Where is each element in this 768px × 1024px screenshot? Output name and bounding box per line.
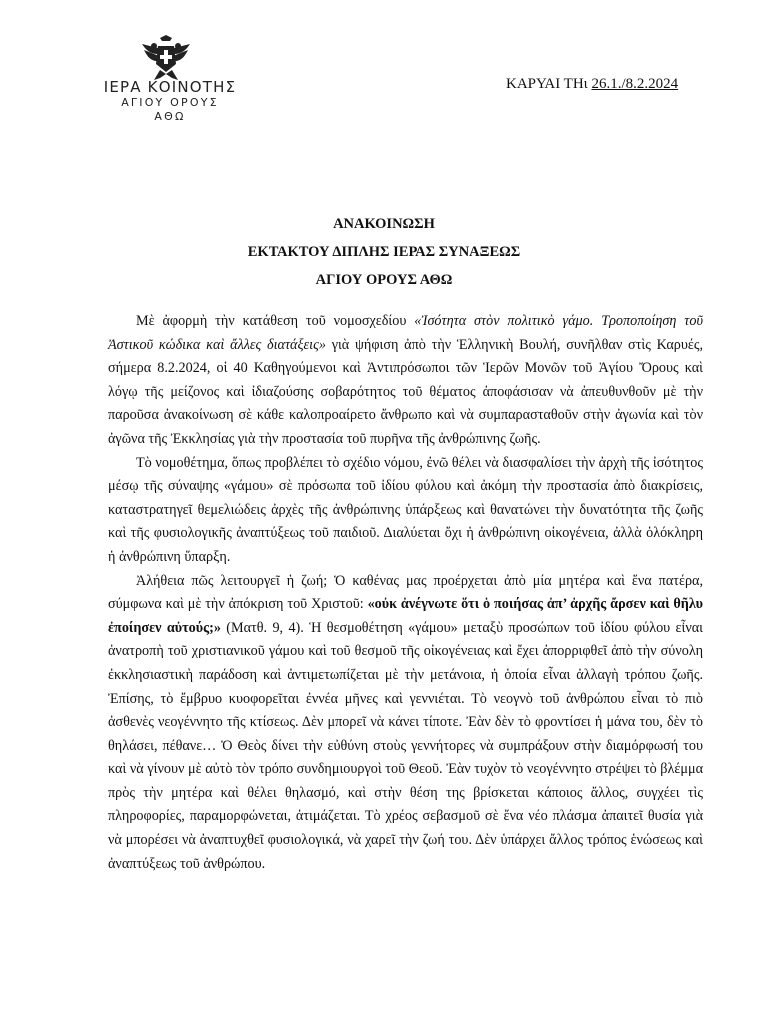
institution-subname: ΑΓΙΟΥ ΟΡΟΥΣ xyxy=(121,96,219,109)
bill-title-quote: «Ἰσότητα στὸν πολιτικὸ γάμο. Τροποποίηση τοῦ Ἀστικοῦ κώδικα καὶ ἄλλες διατάξεις» xyxy=(108,313,703,353)
title-line-2: ΕΚΤΑΚΤΟΥ ΔΙΠΛΗΣ ΙΕΡΑΣ ΣΥΝΑΞΕΩΣ xyxy=(247,244,521,260)
double-headed-eagle-icon xyxy=(140,34,192,82)
title-line-3: ΑΓΙΟΥ ΟΡΟΥΣ ΑΘΩ xyxy=(315,272,453,288)
paragraph-3 xyxy=(108,570,703,877)
document-title xyxy=(0,210,768,294)
paragraph-1 xyxy=(108,310,703,452)
institution-location: ΑΘΩ xyxy=(154,110,186,123)
date-value: 26.1./8.2.2024 xyxy=(591,76,679,92)
institution-name: ΙΕΡΑ ΚΟΙΝΟΤΗΣ xyxy=(103,78,237,96)
paragraph-1-start: Μὲ ἀφορμὴ τὴν κατάθεση τοῦ νομοσχεδίου xyxy=(136,313,415,329)
scripture-quote: «οὐκ ἀνέγνωτε ὅτι ὁ ποιήσας ἀπ’ ἀρχῆς ἄρσεν καὶ θῆλυ ἐποίησεν αὐτούς;» xyxy=(108,596,703,636)
date-prefix: ΚΑΡΥΑΙ ΤΗι xyxy=(506,76,592,92)
paragraph-3-rest: (Ματθ. 9, 4). Ἡ θεσμοθέτηση «γάμου» μεταξὺ προσώπων τοῦ ἰδίου φύλου εἶναι ἀνατροπὴ τοῦ χριστιανικοῦ γάμου καὶ τοῦ θεσμοῦ τῆς οἰκογένειας καὶ ἔχει ἀπορριφθεῖ ἀπὸ τὴν σύνολη ἐκκλησιαστικὴ παράδοση καὶ ἀντιμετωπίζεται μὲ τὴν μετάνοια, ἡ ὁποία εἶναι ἀλλαγὴ τρόπου ζωῆς. Ἐπίσης, τὸ ἔμβρυο κυοφορεῖται ἐννέα μῆνες καὶ γεννιέται. Τὸ νεογνὸ τοῦ ἀνθρώπου εἶναι τὸ πιὸ ἀσθενὲς νεογέννητο τῆς κτίσεως. Δὲν μπορεῖ νὰ κάνει τίποτε. Ἐὰν δὲν τὸ φροντίσει ἡ μάνα του, δὲν τὸ θηλάσει, πέθανε… Ὁ Θεὸς δίνει τὴν εὐθύνη στοὺς γεννήτορες νὰ συμπράξουν στὴν διαμόρφωσή του καὶ νὰ γίνουν μὲ αὐτὸ τὸν τρόπο συνδημιουργοὶ τοῦ Θεοῦ. Ἐὰν τυχὸν τὸ νεογέννητο στρέψει τὸ βλέμμα πρὸς τὴν μητέρα καὶ θέλει θηλασμό, καὶ στὴν θέση της βρίσκεται κάποιος ἄλλος, συγχέει τὶς πληροφορίες, παραμορφώνεται, ἀτιμάζεται. Τὸ χρέος σεβασμοῦ σὲ ἕνα νέο πλάσμα ἀπαιτεῖ θυσία γιὰ νὰ μπορέσει νὰ ἀναπτυχθεῖ φυσιολογικά, νὰ χαρεῖ τὴν ζωή του. Δὲν ὑπάρχει ἄλλος τρόπος ἑνώσεως καὶ ἀναπτύξεως τοῦ ἀνθρώπου. xyxy=(108,619,703,872)
document-body xyxy=(108,310,703,876)
date-line xyxy=(506,76,678,93)
institution-header xyxy=(100,78,240,124)
paragraph-2: Τὸ νομοθέτημα, ὅπως προβλέπει τὸ σχέδιο νόμου, ἐνῶ θέλει νὰ διασφαλίσει τὴν ἀρχὴ τῆς ἰσότητος μέσῳ τῆς σύναψης «γάμου» σὲ πρόσωπα τοῦ ἰδίου φύλου καὶ ἀκόμη τὴν προστασία ἀπὸ διακρίσεις, καταστρατηγεῖ θεμελιώδεις ἀρχὲς τῆς ἀνθρώπινης ὑπάρξεως καὶ θανατώνει τὴν δυνατότητα τῆς ζωῆς καὶ τῆς φυσιολογικῆς ἀναπτύξεως τοῦ παιδιοῦ. Διαλύεται ὄχι ἡ ἀνθρώπινη οἰκογένεια, ἀλλὰ ὁλόκληρη ἡ ἀνθρώπινη ὕπαρξη. xyxy=(108,454,703,565)
paragraph-3-start: Ἀλήθεια πῶς λειτουργεῖ ἡ ζωή; Ὁ καθένας μας προέρχεται ἀπὸ μία μητέρα καὶ ἕνα πατέρα, σύμφωνα καὶ μὲ τὴν ἀπόκριση τοῦ Χριστοῦ: xyxy=(108,572,703,613)
title-line-1: ΑΝΑΚΟΙΝΩΣΗ xyxy=(333,216,435,232)
paragraph-1-rest: γιὰ ψήφιση ἀπὸ τὴν Ἑλληνικὴ Βουλή, συνῆλθαν στὶς Καρυές, σήμερα 8.2.2024, οἱ 40 Καθηγούμενοι καὶ Ἀντιπρόσωποι τῶν Ἱερῶν Μονῶν τοῦ Ἁγίου Ὄρους καὶ λόγῳ τῆς μείζονος καὶ ἰδιαζούσης σοβαρότητος τοῦ θέματος ἀποφάσισαν νὰ ἀπευθυνθοῦν μὲ τὴν παροῦσα ἀνακοίνωση σὲ κάθε καλοπροαίρετο ἄνθρωπο καὶ νὰ συμπαρασταθοῦν στὴν ἀγωνία καὶ τὸν ἀγῶνα τῆς Ἐκκλησίας γιὰ τὴν προστασία τοῦ πυρῆνα τῆς ἀνθρώπινης ζωῆς. xyxy=(108,336,703,447)
